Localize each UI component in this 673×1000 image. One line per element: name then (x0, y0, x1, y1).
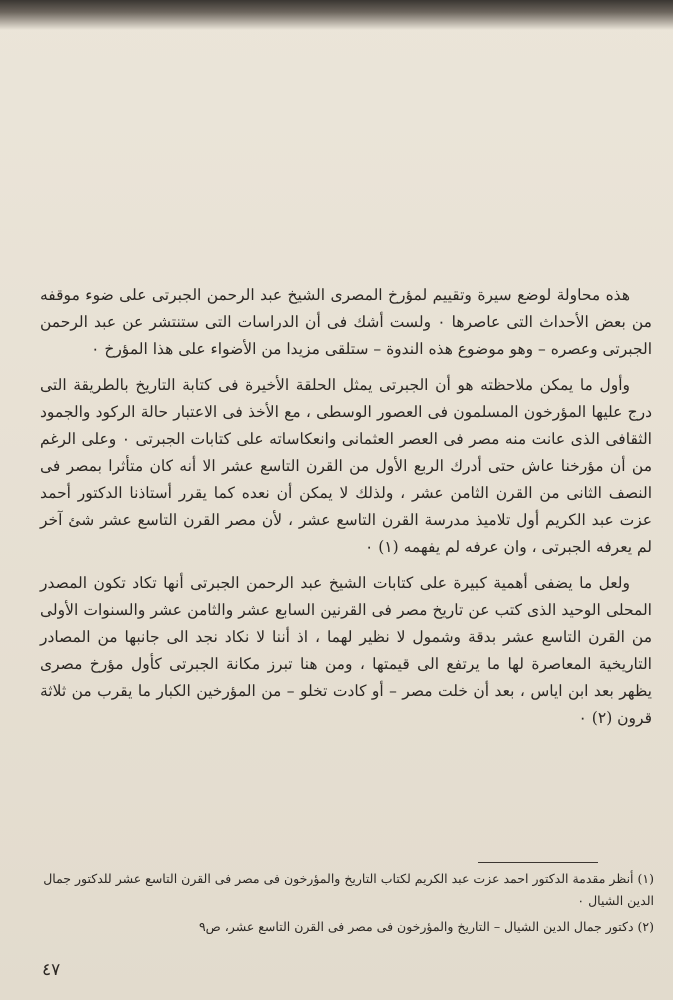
paragraph-2: وأول ما يمكن ملاحظته هو أن الجبرتى يمثل الحلقة الأخيرة فى كتابة التاريخ بالطريقة التى درج عليها المؤرخون المسلمون فى العصور الوسطى ، مع الأخذ فى الاعتبار حالة الركود والجمود الثقافى الذى عانت منه مصر فى العصر العثمانى وانعكاساته على كتابات الجبرتى ٠ وعلى الرغم من أن مؤرخنا عاش حتى أدرك الربع الأول من القرن التاسع عشر الا أنه كان متأثرا بمصر فى النصف الثانى من القرن الثامن عشر ، ولذلك لا يمكن أن نعده كما يقرر أستاذنا الدكتور أحمد عزت عبد الكريم أول تلاميذ مدرسة القرن التاسع عشر ، لأن مصر القرن التاسع عشر شئ آخر لم يعرفه الجبرتى ، وان عرفه لم يفهمه (١) ٠ (40, 376, 652, 556)
page-number: ٤٧ (42, 960, 61, 980)
footnote-2: (٢) دكتور جمال الدين الشيال – التاريخ والمؤرخون فى مصر فى القرن التاسع عشر، ص٩ (198, 919, 654, 934)
footnote-1: (١) أنظر مقدمة الدكتور احمد عزت عبد الكريم لكتاب التاريخ والمؤرخون فى مصر فى القرن التاسع عشر للدكتور جمال الدين الشيال ٠ (43, 871, 654, 908)
footnote-separator (478, 862, 598, 863)
paragraph-3: ولعل ما يضفى أهمية كبيرة على كتابات الشيخ عبد الرحمن الجبرتى أنها تكاد تكون المصدر المحلى الوحيد الذى كتب عن تاريخ مصر فى القرنين السابع عشر والثامن عشر والسنوات الأولى من القرن التاسع عشر بدقة وشمول لا نظير لهما ، اذ أننا لا نكاد نجد الى جانبها من المصادر التاريخية المعاصرة لها ما يرتفع الى قيمتها ، ومن هنا تبرز مكانة الجبرتى كأول مؤرخ مصرى يظهر بعد ابن اياس ، بعد أن خلت مصر – أو كادت تخلو – من المؤرخين الكبار ما يقرب من ثلاثة قرون (٢) ٠ (40, 574, 652, 727)
page-top-edge-shadow (0, 0, 673, 30)
body-text (40, 282, 652, 741)
footnotes (28, 868, 654, 942)
paragraph-1: هذه محاولة لوضع سيرة وتقييم لمؤرخ المصرى الشيخ عبد الرحمن الجبرتى على ضوء موقفه من بعض الأحداث التى عاصرها ٠ ولست أشك فى أن الدراسات التى ستنتشر عن عبد الرحمن الجبرتى وعصره – وهو موضوع هذه الندوة – ستلقى مزيدا من الأضواء على هذا المؤرخ ٠ (40, 286, 652, 358)
